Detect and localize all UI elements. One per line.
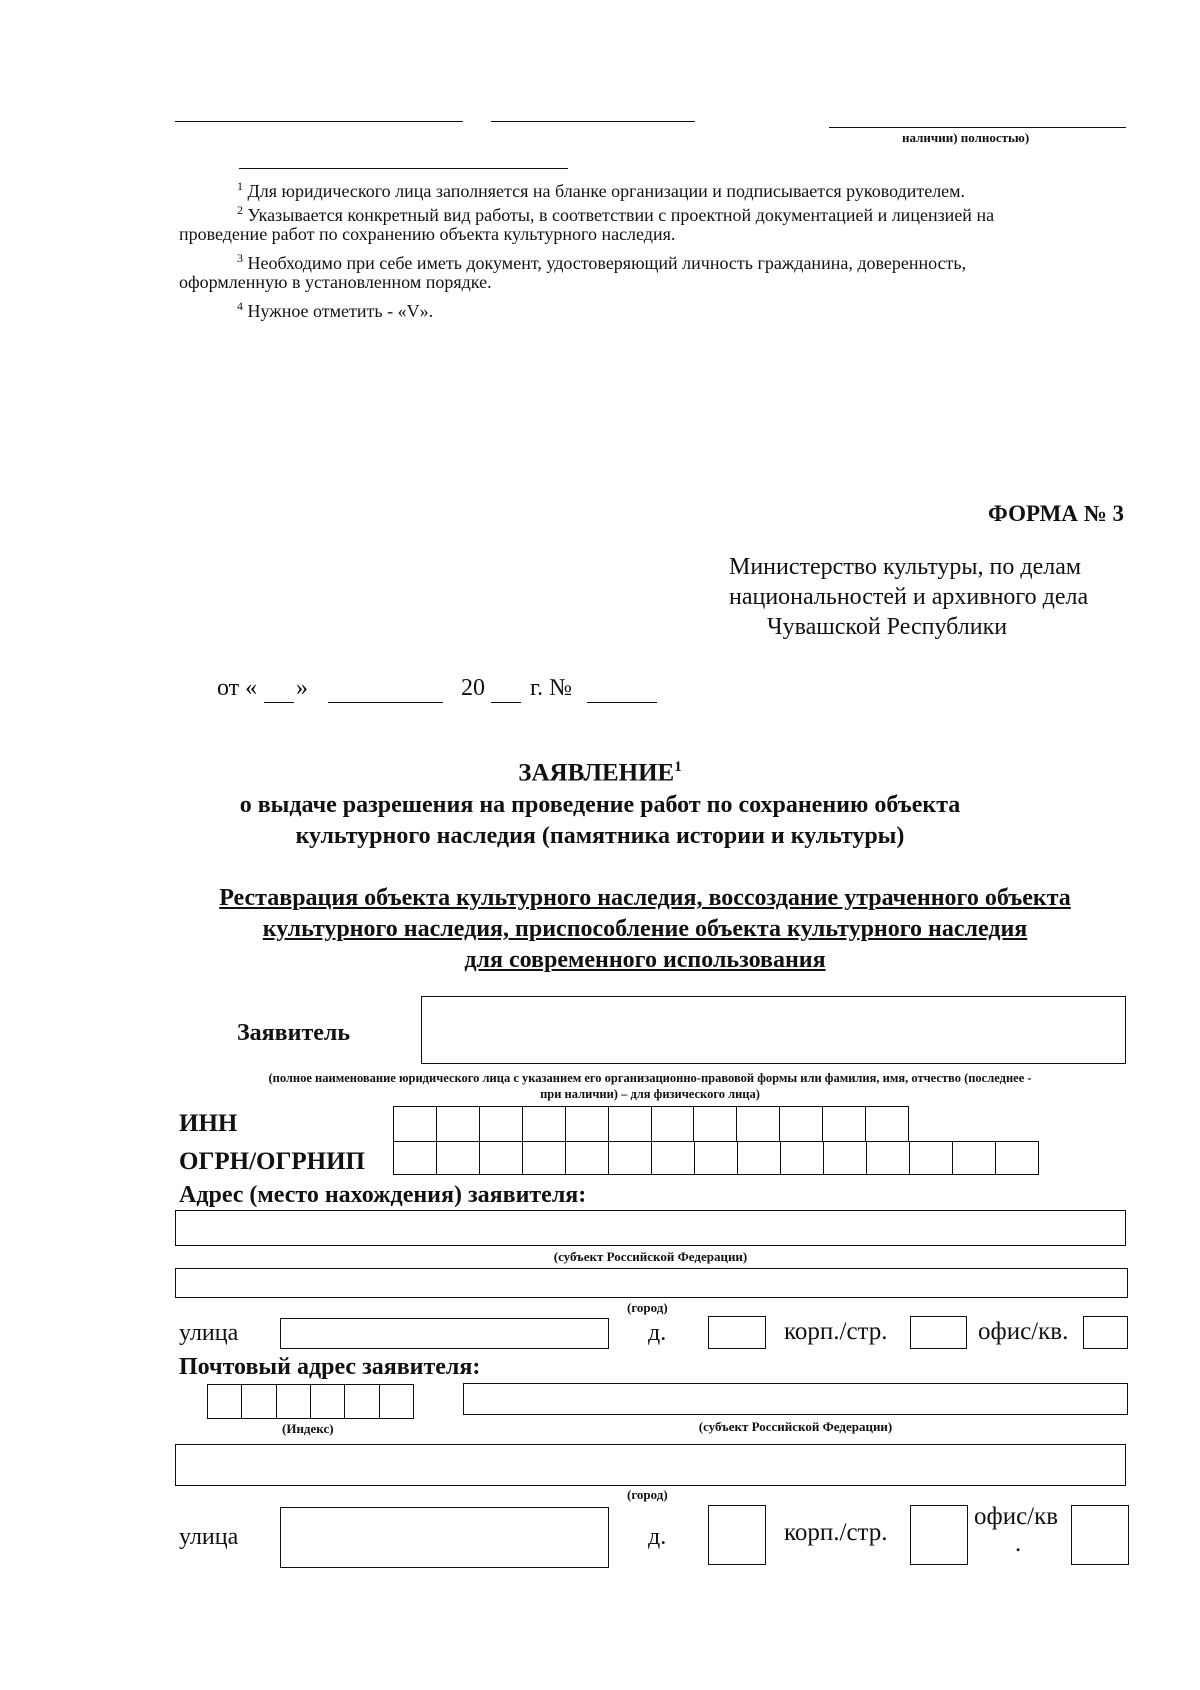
postal-street-label: улица — [179, 1524, 239, 1550]
ogrn-cell[interactable] — [651, 1141, 694, 1175]
postal-subject-hint: (субъект Российской Федерации) — [698, 1419, 893, 1434]
address-city-field[interactable] — [175, 1268, 1128, 1298]
date-number-label: г. № — [530, 675, 573, 701]
postal-city-field[interactable] — [175, 1444, 1126, 1486]
date-year-field[interactable] — [491, 702, 521, 703]
inn-cell[interactable] — [608, 1106, 651, 1142]
index-cell[interactable] — [276, 1384, 310, 1419]
index-cell[interactable] — [207, 1384, 241, 1419]
signature-line-2 — [491, 121, 695, 122]
addressee-line-3: Чувашской Республики — [767, 614, 1008, 640]
ogrn-cell[interactable] — [952, 1141, 995, 1175]
ogrn-cell[interactable] — [479, 1141, 522, 1175]
inn-cell[interactable] — [565, 1106, 608, 1142]
date-year-label: 20 — [461, 675, 485, 701]
postal-index-hint: (Индекс) — [282, 1421, 334, 1436]
footnote-4: $^4$ Нужное отметить - «V». — [237, 299, 434, 321]
inn-cell[interactable] — [736, 1106, 779, 1142]
addressee-line-1: Министерство культуры, по делам — [729, 554, 1082, 580]
postal-house-label: д. — [648, 1524, 667, 1550]
address-subject-field[interactable] — [175, 1210, 1126, 1246]
ogrn-label: ОГРН/ОГРНИП — [179, 1148, 365, 1175]
inn-cell[interactable] — [393, 1106, 436, 1142]
ogrn-cell[interactable] — [909, 1141, 952, 1175]
signature-caption: наличии) полностью) — [902, 130, 1030, 145]
address-house-field[interactable] — [708, 1316, 766, 1349]
inn-cell[interactable] — [522, 1106, 565, 1142]
ogrn-cell[interactable] — [737, 1141, 780, 1175]
title-subtitle-2: культурного наследия (памятника истории и культуры) — [295, 823, 905, 849]
postal-heading: Почтовый адрес заявителя: — [179, 1354, 481, 1380]
ogrn-cell[interactable] — [995, 1141, 1039, 1175]
form-number: ФОРМА № 3 — [988, 501, 1124, 526]
footnote-2-cont: проведение работ по сохранению объекта культурного наследия. — [179, 224, 676, 244]
ogrn-cell[interactable] — [522, 1141, 565, 1175]
address-street-label: улица — [179, 1320, 239, 1346]
index-cell[interactable] — [310, 1384, 344, 1419]
address-office-label: офис/кв. — [978, 1318, 1069, 1345]
page-title: ЗАЯВЛЕНИЕ$^1$ — [518, 759, 682, 787]
inn-cell[interactable] — [651, 1106, 694, 1142]
postal-building-label: корп./стр. — [784, 1519, 888, 1546]
signature-line-1 — [175, 121, 463, 122]
inn-cell[interactable] — [822, 1106, 865, 1142]
applicant-name-field[interactable] — [421, 996, 1126, 1064]
postal-office-field[interactable] — [1071, 1505, 1129, 1565]
inn-cell[interactable] — [779, 1106, 822, 1142]
address-street-field[interactable] — [280, 1318, 609, 1349]
postal-office-dot: . — [1015, 1530, 1022, 1557]
address-city-hint: (город) — [627, 1300, 668, 1315]
date-close-quote: » — [296, 675, 308, 701]
work-type-line-2: культурного наследия, приспособление объекта культурного наследия — [262, 916, 1028, 942]
inn-label: ИНН — [179, 1110, 238, 1137]
address-subject-hint: (субъект Российской Федерации) — [553, 1249, 748, 1264]
ogrn-cell[interactable] — [436, 1141, 479, 1175]
footnote-3-cont: оформленную в установленном порядке. — [179, 272, 492, 292]
index-cell[interactable] — [379, 1384, 414, 1419]
inn-cell[interactable] — [865, 1106, 909, 1142]
address-building-field[interactable] — [910, 1316, 967, 1349]
ogrn-cell[interactable] — [823, 1141, 866, 1175]
address-office-field[interactable] — [1083, 1316, 1128, 1349]
applicant-label: Заявитель — [237, 1020, 351, 1046]
footnote-separator — [239, 168, 568, 169]
index-cell[interactable] — [241, 1384, 275, 1419]
index-cell[interactable] — [344, 1384, 378, 1419]
postal-index-cells[interactable] — [207, 1384, 414, 1419]
applicant-hint-2: при наличии) – для физического лица) — [540, 1087, 760, 1101]
ogrn-cell[interactable] — [866, 1141, 909, 1175]
postal-city-hint: (город) — [627, 1487, 668, 1502]
postal-street-field[interactable] — [280, 1507, 609, 1568]
inn-cell[interactable] — [436, 1106, 479, 1142]
signature-line-3 — [829, 127, 1126, 128]
footnote-1: $^1$ Для юридического лица заполняется на бланке организации и подписывается руководителем. — [237, 179, 966, 201]
work-type-line-3: для современного использования — [464, 947, 826, 973]
inn-cell[interactable] — [693, 1106, 736, 1142]
footnote-2: $^2$ Указывается конкретный вид работы, в соответствии с проектной документацией и лицензией на — [237, 203, 995, 225]
address-building-label: корп./стр. — [784, 1318, 888, 1345]
address-heading: Адрес (место нахождения) заявителя: — [179, 1182, 587, 1208]
address-house-label: д. — [648, 1320, 667, 1346]
postal-subject-field[interactable] — [463, 1383, 1128, 1415]
date-day-field[interactable] — [264, 702, 294, 703]
date-number-field[interactable] — [587, 702, 657, 703]
ogrn-cells[interactable] — [393, 1141, 1039, 1175]
ogrn-cell[interactable] — [565, 1141, 608, 1175]
inn-cells[interactable] — [393, 1106, 909, 1142]
ogrn-cell[interactable] — [608, 1141, 651, 1175]
ogrn-cell[interactable] — [780, 1141, 823, 1175]
work-type-line-1: Реставрация объекта культурного наследия, воссоздание утраченного объекта — [219, 885, 1071, 911]
footnote-3: $^3$ Необходимо при себе иметь документ, удостоверяющий личность гражданина, доверенность, — [237, 251, 967, 273]
title-subtitle-1: о выдаче разрешения на проведение работ по сохранению объекта — [239, 792, 961, 818]
applicant-hint-1: (полное наименование юридического лица с указанием его организационно-правовой формы или фамилия, имя, отчество (последнее - — [268, 1071, 1032, 1085]
postal-house-field[interactable] — [708, 1505, 766, 1565]
date-from-label: от « — [217, 675, 258, 701]
postal-building-field[interactable] — [910, 1505, 968, 1565]
ogrn-cell[interactable] — [694, 1141, 737, 1175]
addressee-line-2: национальностей и архивного дела — [729, 584, 1089, 610]
inn-cell[interactable] — [479, 1106, 522, 1142]
date-month-field[interactable] — [328, 702, 443, 703]
ogrn-cell[interactable] — [393, 1141, 436, 1175]
postal-office-label: офис/кв — [974, 1503, 1059, 1530]
